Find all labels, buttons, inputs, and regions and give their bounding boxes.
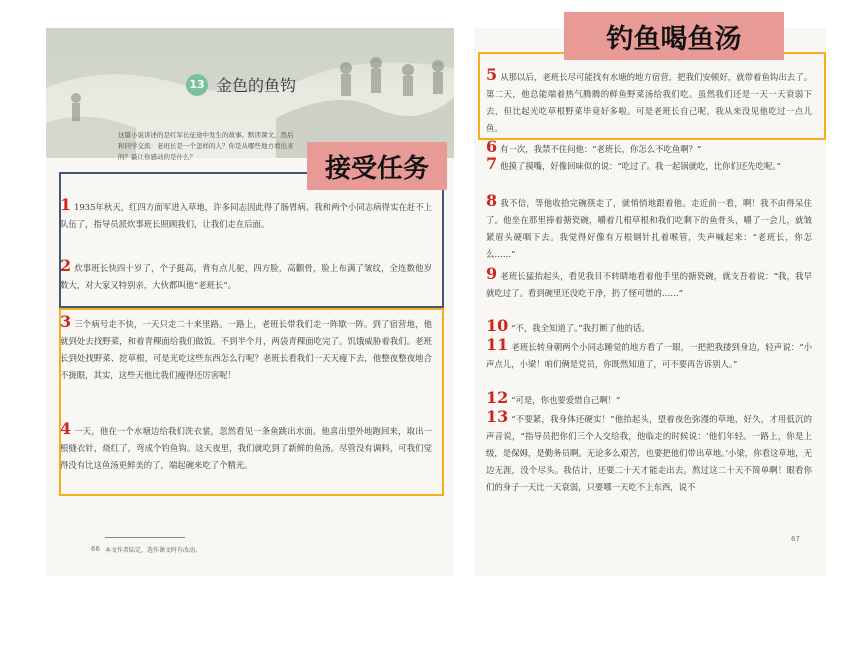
fishing-highlight-box-right [478,52,826,140]
paragraph-text: “可是，你也要爱惜自己啊！” [511,395,621,405]
paragraph-number: 2 [60,256,72,275]
paragraph-text: 有一次，我禁不住问他：“老班长，你怎么不吃鱼啊？” [500,144,702,154]
paragraph-text: “不要紧，我身体还硬实！”他抬起头，望着夜色弥漫的草地，好久，才用低沉的声音说，“指导员把你们三个人交给我，他临走的时候说：‘他们年轻。一路上，你是上级，是保姆，是勤务员啊。无论多么艰苦，也要把他们带出草地。’小梁，你看这草地，无边无涯，没个尽头。我估计，还要二十天才能走出去。熬过这二十天不简单啊！眼看你们的身子一天比一天衰弱，只要哪一天吃不上东西，说不 [486,414,812,492]
lesson-intro: 这篇小说讲述的是红军长征途中发生的故事。默读课文，然后和同学交流：老班长是一个怎样的人？你是从哪些地方看出来的？最让你感动的是什么？ [118,131,294,161]
paragraph-13 [486,408,812,496]
paragraph-number: 3 [60,312,72,331]
paragraph-number: 7 [486,154,498,173]
paragraph-number: 4 [60,419,72,438]
fish-soup-label: 钓鱼喝鱼汤 [564,12,784,60]
paragraph-text: 老班长转身朝两个小同志睡觉的地方看了一眼，一把把我搂到身边，轻声说：“小声点儿，小梁！咱们俩是党员，你既然知道了，可不要再告诉别人。” [486,342,812,369]
footnote: 本文作者陆定，选作课文时有改动。 [105,547,202,554]
paragraph-number: 12 [486,388,509,407]
paragraph-12 [486,389,812,409]
footnote-rule [105,537,185,538]
paragraph-number: 1 [60,195,72,214]
paragraph-8 [486,192,812,263]
lesson-heading [186,73,296,96]
paragraph-text: 从那以后，老班长尽可能找有水塘的地方宿营，把我们安顿好，就带着鱼钩出去了。第二天，他总能端着热气腾腾的鲜鱼野菜汤给我们吃。虽然我们还是一天一天衰弱下去，但比起光吃草根野菜毕竟好多啦。可是老班长自己呢，我从来没见他吃过一点儿鱼。 [486,72,812,133]
paragraph-11 [486,336,812,373]
page-number-left: 66 [91,545,100,553]
paragraph-number: 9 [486,264,498,283]
paragraph-text: 炊事班长快四十岁了，个子挺高，背有点儿驼，四方脸，高颧骨，脸上布满了皱纹，全连数他岁数大，对大家又特别亲，大伙都叫他“老班长”。 [60,263,432,290]
paragraph-10 [486,317,812,337]
page-number-right: 67 [791,535,800,543]
fishing-highlight-box-left [59,308,444,496]
task-highlight-box [59,172,444,308]
paragraph-text: 三个病号走不快，一天只走二十来里路。一路上，老班长带我们走一阵歇一阵。到了宿营地，他就到处去找野菜，和着青稞面给我们做饭。不到半个月，两袋青稞面吃完了。饥饿威胁着我们。老班长到处找野菜、挖草根，可是光吃这些东西怎么行呢？老班长看我们一天天瘦下去，他整夜整夜地合不拢眼，其实，这些天他比我们瘦得还厉害呢！ [60,319,432,380]
paragraph-text: 他摸了摸嘴，好像回味似的说：“吃过了。我一起锅就吃，比你们还先吃呢。” [500,161,781,171]
paragraph-text: “不，我全知道了。”我打断了他的话。 [511,323,650,333]
paragraph-number: 11 [486,335,509,354]
paragraph-9 [486,265,812,302]
paragraph-number: 10 [486,316,509,335]
paragraph-text: 一天，他在一个水塘边给我们洗衣裳，忽然看见一条鱼跳出水面。他喜出望外地跑回来，取出一根缝衣针，烧红了，弯成个钓鱼钩。这天夜里，我们就吃到了新鲜的鱼汤。尽管没有调料，可我们觉得没有比这鱼汤更鲜美的了，端起碗来吃了个精光。 [60,426,432,470]
paragraph-text: 我不信，等他收拾完碗筷走了，就悄悄地跟着他。走近前一看，啊！我不由得呆住了。他坐在那里捧着搪瓷碗，嚼着几根草根和我们吃剩下的鱼骨头，嚼了一会儿，就皱紧眉头硬咽下去。我觉得好像有万根钢针扎着喉管，失声喊起来：“老班长，你怎么……” [486,198,812,259]
paragraph-text: 老班长猛抬起头，看见我目不转睛地看着他手里的搪瓷碗，就支吾着说：“我，我早就吃过了。看到碗里还没吃干净，扔了怪可惜的……” [486,271,812,298]
paragraph-number: 6 [486,137,498,156]
paragraph-number: 5 [486,65,498,84]
accept-task-label: 接受任务 [307,142,447,190]
paragraph-text: 1935年秋天，红四方面军进入草地，许多同志因此得了肠胃病。我和两个小同志病得实在赶不上队伍了，指导员派炊事班长照顾我们，让我们走在后面。 [60,202,432,229]
lesson-title: 金色的鱼钩 [216,76,297,95]
paragraph-number: 8 [486,191,498,210]
paragraph-7 [486,155,812,175]
paragraph-number: 13 [486,407,509,426]
lesson-number-badge: 13 [186,74,208,96]
